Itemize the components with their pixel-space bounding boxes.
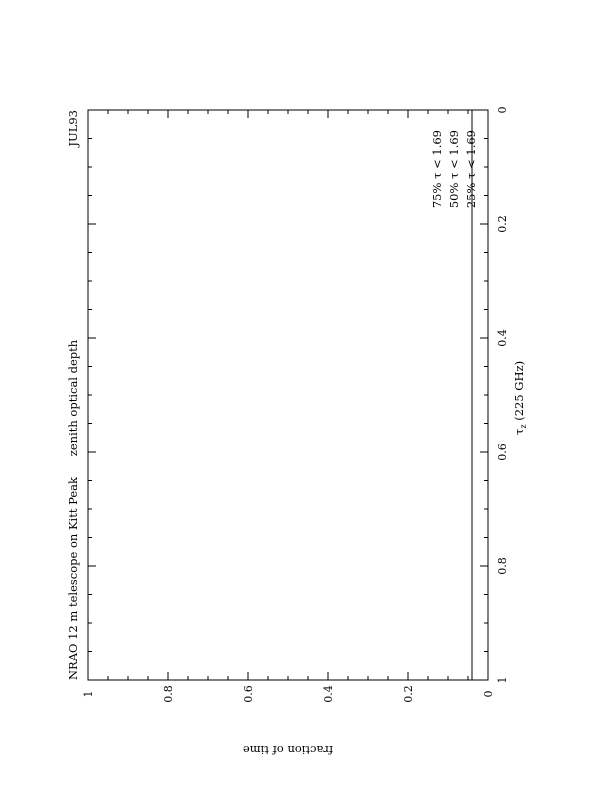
annotation-label: 75% τ < 1.69 (430, 130, 444, 209)
y-tick-label: 0 (482, 690, 495, 698)
x-tick-label: 0 (496, 106, 509, 114)
annotation-label: 50% τ < 1.69 (447, 130, 461, 209)
y-tick-label: 0.6 (242, 685, 255, 703)
x-axis-label-symbol: τ (512, 428, 526, 436)
x-tick-label: 1 (496, 676, 509, 684)
x-tick-label: 0.6 (496, 443, 509, 461)
plot-frame (88, 110, 488, 680)
plot-area (66, 107, 528, 758)
x-axis-label-text: (225 GHz) (512, 360, 526, 425)
x-tick-label: 0.8 (496, 557, 509, 575)
annotation-label: 25% τ < 1.69 (464, 130, 478, 209)
y-tick-label: 0.4 (322, 685, 335, 703)
x-axis-label (512, 361, 528, 435)
x-tick-label: 0.2 (496, 215, 509, 233)
chart-title-center: zenith optical depth (66, 339, 80, 457)
chart-title-right: JUL93 (66, 110, 80, 147)
y-tick-label: 1 (82, 690, 95, 698)
y-tick-label: 0.2 (402, 685, 415, 703)
x-tick-label: 0.4 (496, 329, 509, 347)
y-axis-label: fraction of time (242, 743, 334, 757)
chart-title-left: NRAO 12 m telescope on Kitt Peak (66, 477, 80, 680)
y-tick-label: 0.8 (162, 685, 175, 703)
x-axis-label-subscript: z (519, 424, 528, 429)
